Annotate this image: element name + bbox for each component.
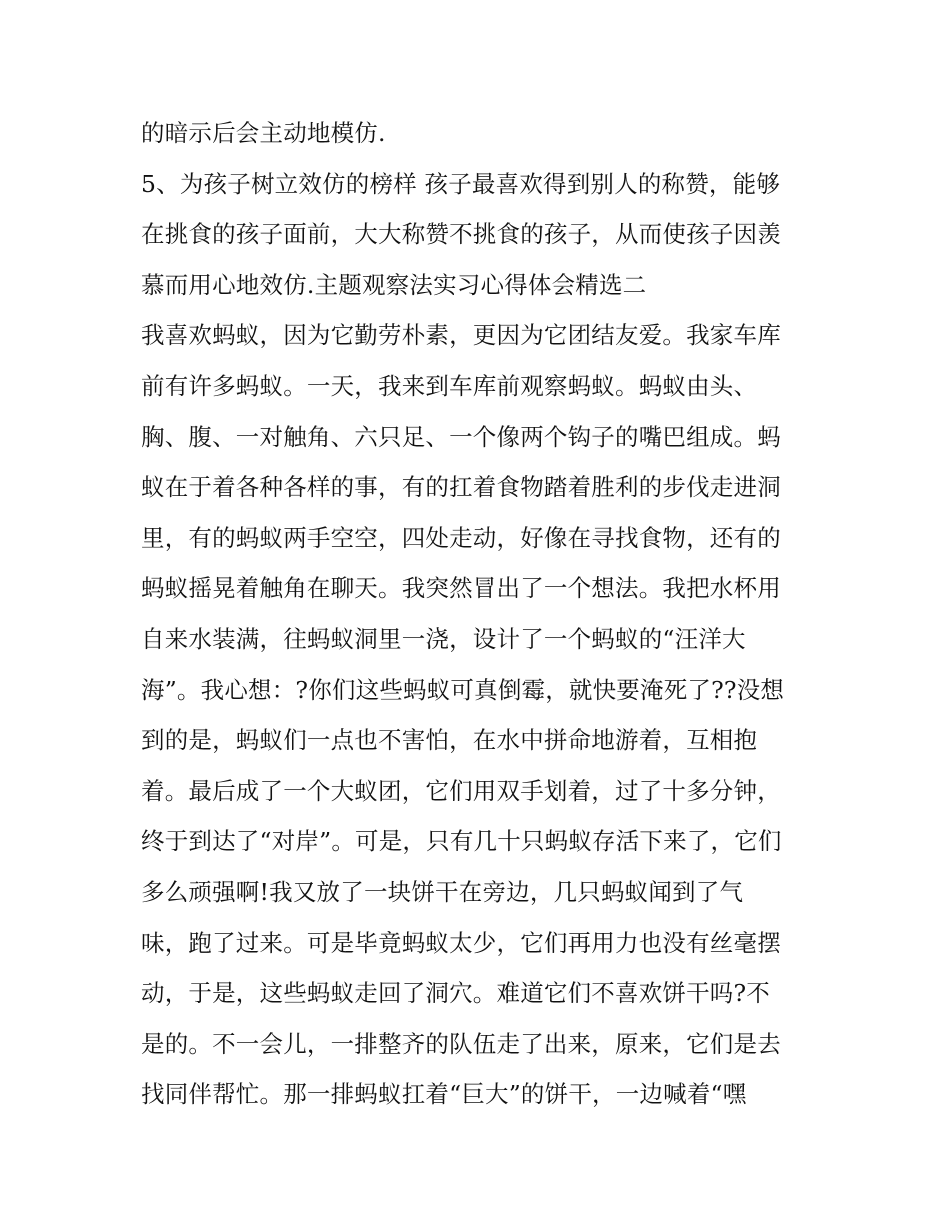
- text-line: 终于到达了“对岸”。可是，只有几十只蚂蚁存活下来了，它们: [141, 827, 782, 856]
- text-line: 5、为孩子树立效仿的榜样 孩子最喜欢得到别人的称赞，能够: [141, 169, 781, 198]
- text-line: 到的是，蚂蚁们一点也不害怕，在水中拼命地游着，互相抱: [141, 726, 758, 755]
- text-line: 里，有的蚂蚁两手空空，四处走动，好像在寻找食物，还有的: [141, 523, 781, 552]
- text-line: 慕而用心地效仿.主题观察法实习心得体会精选二: [141, 270, 647, 299]
- text-line: 着。最后成了一个大蚁团，它们用双手划着，过了十多分钟，: [141, 776, 781, 805]
- text-line: 在挑食的孩子面前，大大称赞不挑食的孩子，从而使孩子因羡: [141, 220, 781, 249]
- text-line: 自来水装满，往蚂蚁洞里一浇，设计了一个蚂蚁的“汪洋大: [141, 624, 746, 653]
- text-line: 是的。不一会儿，一排整齐的队伍走了出来，原来，它们是去: [141, 1029, 781, 1058]
- text-line: 味，跑了过来。可是毕竟蚂蚁太少，它们再用力也没有丝毫摆: [141, 928, 781, 957]
- text-line: 胸、腹、一对触角、六只足、一个像两个钩子的嘴巴组成。蚂: [141, 422, 781, 451]
- text-line: 我喜欢蚂蚁，因为它勤劳朴素，更因为它团结友爱。我家车库: [141, 321, 781, 350]
- text-line: 蚁在于着各种各样的事，有的扛着食物踏着胜利的步伐走进洞: [141, 473, 781, 502]
- text-line: 前有许多蚂蚁。一天，我来到车库前观察蚂蚁。蚂蚁由头、: [141, 371, 758, 400]
- text-line: 蚂蚁摇晃着触角在聊天。我突然冒出了一个想法。我把水杯用: [141, 574, 781, 603]
- text-line: 动，于是，这些蚂蚁走回了洞穴。难道它们不喜欢饼干吗?不: [141, 979, 770, 1008]
- text-line: 多么顽强啊!我又放了一块饼干在旁边，几只蚂蚁闻到了气: [141, 877, 744, 906]
- document-body: [141, 108, 821, 1120]
- text-line: 海”。我心想：?你们这些蚂蚁可真倒霉，就快要淹死了??没想: [141, 675, 785, 704]
- text-line: 找同伴帮忙。那一排蚂蚁扛着“巨大”的饼干，一边喊着“嘿: [141, 1080, 747, 1109]
- text-line: 的暗示后会主动地模仿.: [141, 119, 386, 147]
